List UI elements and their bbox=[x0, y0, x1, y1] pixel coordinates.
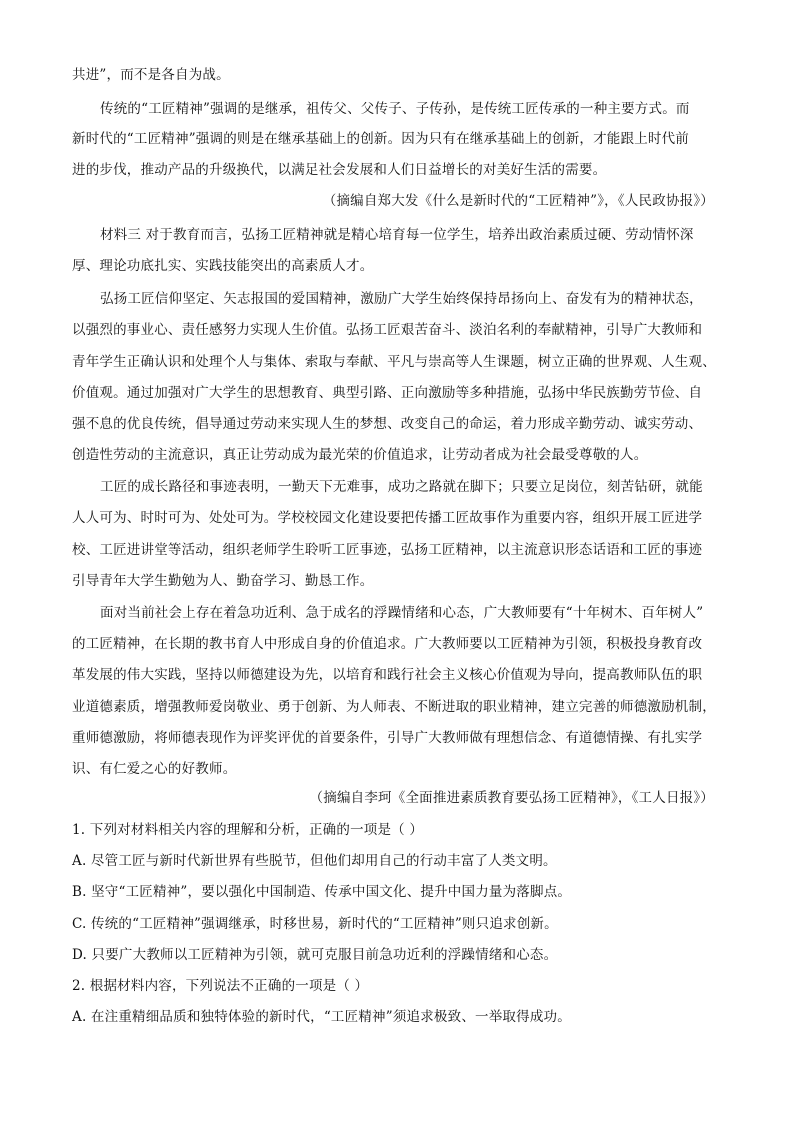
paragraph-line: 厚、理论功底扎实、实践技能突出的高素质人才。 bbox=[72, 258, 374, 274]
paragraph-line: 强不息的优良传统，倡导通过劳动来实现人生的梦想、改变自己的命运，着力形成辛勤劳动、诚实劳动、 bbox=[72, 416, 703, 432]
paragraph-line: 青年学生正确认识和处理个人与集体、索取与奉献、平凡与崇高等人生课题，树立正确的世界观、人生观、 bbox=[72, 354, 716, 370]
paragraph-line: 传统的“工匠精神”强调的是继承，祖传父、父传子、子传孙，是传统工匠传承的一种主要方式。而 bbox=[100, 101, 690, 117]
paragraph-line: 的工匠精神，在长期的教书育人中形成自身的价值追求。广大教师要以工匠精神为引领，积极投身教育改 bbox=[72, 636, 703, 652]
paragraph-line: 价值观。通过加强对广大学生的思想教育、典型引路、正向激励等多种措施，弘扬中华民族勤劳节俭、自 bbox=[72, 385, 703, 401]
paragraph-line: 重师德激励，将师德表现作为评奖评优的首要条件，引导广大教师做有理想信念、有道德情操、有扎实学 bbox=[72, 730, 703, 746]
source-citation: （摘编自郑大发《什么是新时代的“工匠精神”》，《人民政协报》） bbox=[322, 193, 714, 209]
paragraph-line: 创造性劳动的主流意识，真正让劳动成为最光荣的价值追求，让劳动者成为社会最受尊敬的人。 bbox=[72, 447, 648, 463]
paragraph-line: 业道德素质，增强教师爱岗敬业、勇于创新、为人师表、不断进取的职业精神，建立完善的师德激励机制， bbox=[72, 699, 716, 715]
option-a: A. 尽管工匠与新时代新世界有些脱节，但他们却用自己的行动丰富了人类文明。 bbox=[72, 853, 557, 869]
paragraph-line: 识、有仁爱之心的好教师。 bbox=[72, 761, 237, 777]
paragraph-line: 校、工匠进讲堂等活动，组织老师学生聆听工匠事迹，弘扬工匠精神，以主流意识形态话语和工匠的事迹 bbox=[72, 542, 703, 558]
source-citation: （摘编自李珂《全面推进素质教育要弘扬工匠精神》，《工人日报》） bbox=[309, 790, 714, 806]
option-c: C. 传统的“工匠精神”强调继承，时移世易，新时代的“工匠精神”则只追求创新。 bbox=[72, 916, 558, 932]
paragraph-line: 革发展的伟大实践，坚持以师德建设为先，以培育和践行社会主义核心价值观为导向，提高教师队伍的职 bbox=[72, 667, 703, 683]
question-stem: 2. 根据材料内容，下列说法不正确的一项是（ ） bbox=[72, 978, 369, 994]
option-d: D. 只要广大教师以工匠精神为引领，就可克服目前急功近利的浮躁情绪和心态。 bbox=[72, 947, 558, 963]
paragraph-line: 以强烈的事业心、责任感努力实现人生价值。弘扬工匠艰苦奋斗、淡泊名利的奉献精神，引导广大教师和 bbox=[72, 322, 703, 338]
paragraph-line: 工匠的成长路径和事迹表明，一勤天下无难事，成功之路就在脚下；只要立足岗位，刻苦钻研，就能 bbox=[100, 479, 703, 495]
option-a: A. 在注重精细品质和独特体验的新时代，“工匠精神”须追求极致、一举取得成功。 bbox=[72, 1009, 571, 1025]
paragraph-line: 进的步伐，推动产品的升级换代，以满足社会发展和人们日益增长的对美好生活的需要。 bbox=[72, 162, 607, 178]
paragraph-line: 新时代的“工匠精神”强调的则是在继承基础上的创新。因为只有在继承基础上的创新，才能跟上时代前 bbox=[72, 131, 690, 147]
paragraph-line: 共进”，而不是各自为战。 bbox=[72, 67, 230, 83]
question-stem: 1. 下列对材料相关内容的理解和分析，正确的一项是（ ） bbox=[72, 822, 424, 838]
paragraph-line: 人人可为、时时可为、处处可为。学校校园文化建设要把传播工匠故事作为重要内容，组织开展工匠进学 bbox=[72, 510, 703, 526]
paragraph-line: 引导青年大学生勤勉为人、勤奋学习、勤恳工作。 bbox=[72, 573, 374, 589]
paragraph-line: 材料三 对于教育而言，弘扬工匠精神就是精心培育每一位学生，培养出政治素质过硬、劳动情怀深 bbox=[100, 227, 694, 243]
option-b: B. 坚守“工匠精神”，要以强化中国制造、传承中国文化、提升中国力量为落脚点。 bbox=[72, 884, 572, 900]
paragraph-line: 面对当前社会上存在着急功近利、急于成名的浮躁情绪和心态，广大教师要有“十年树木、百年树人” bbox=[100, 605, 704, 621]
paragraph-line: 弘扬工匠信仰坚定、矢志报国的爱国精神，激励广大学生始终保持昂扬向上、奋发有为的精神状态， bbox=[100, 291, 703, 307]
